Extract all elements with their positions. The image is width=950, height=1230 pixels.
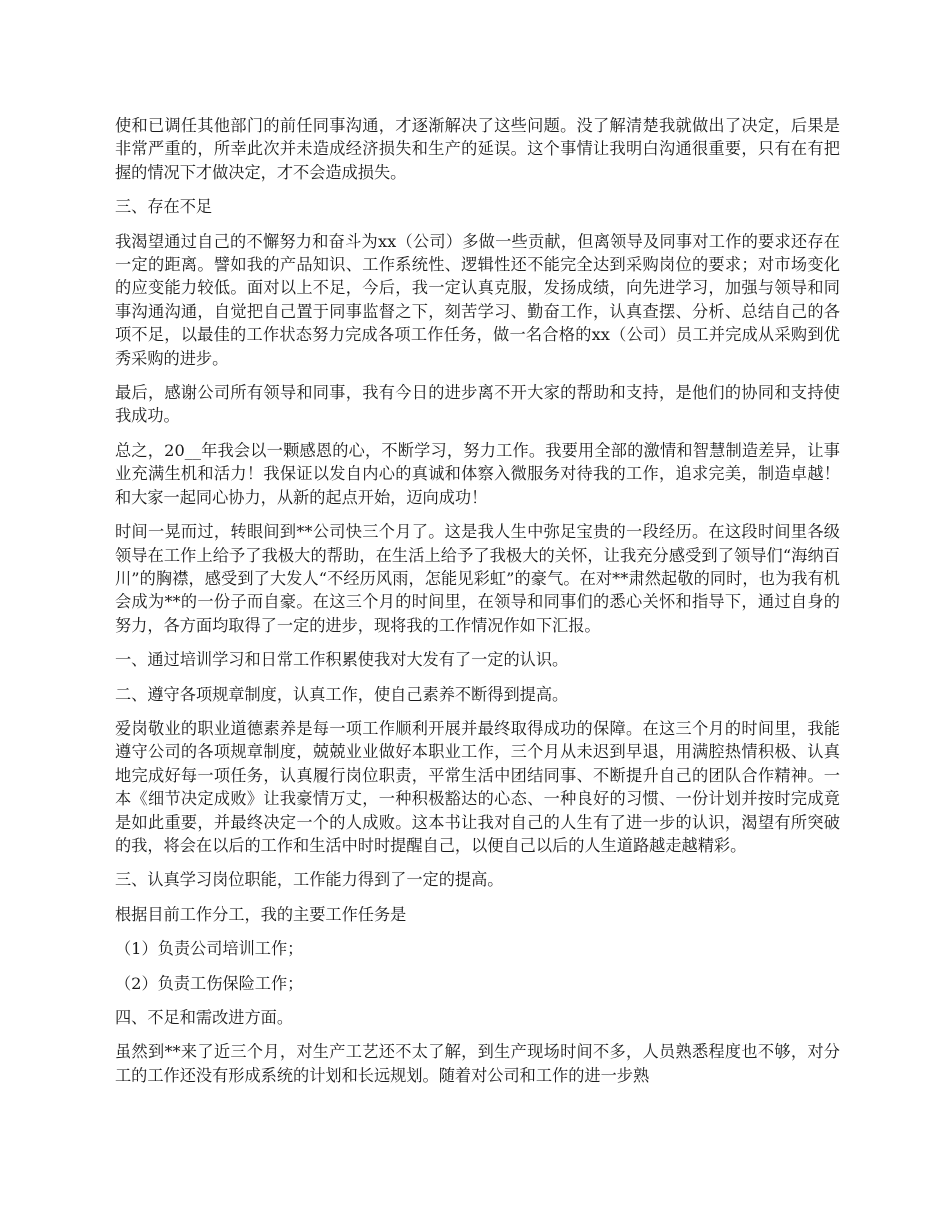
paragraph-shortcomings: 我渴望通过自己的不懈努力和奋斗为xx（公司）多做一些贡献，但离领导及同事对工作的要求还存在一定的距离。譬如我的产品知识、工作系统性、逻辑性还不能完全达到采购岗位的要求；对市场变化的应变能力较低。面对以上不足，今后，我一定认真克服，发扬成绩，向先进学习，加强与领导和同事沟通沟通，自觉把自己置于同事监督之下，刻苦学习、勤奋工作，认真查摆、分析、总结自己的各项不足，以最佳的工作状态努力完成各项工作任务，做一名合格的xx（公司）员工并完成从采购到优秀采购的进步。 xyxy=(115,231,840,368)
heading-job-functions: 三、认真学习岗位职能，工作能力得到了一定的提高。 xyxy=(115,870,504,890)
heading-rules: 二、遵守各项规章制度，认真工作，使自己素养不断得到提高。 xyxy=(115,684,569,704)
heading-training: 一、通过培训学习和日常工作积累使我对大发有了一定的认识。 xyxy=(115,650,569,670)
list-item-insurance: （2）负责工伤保险工作； xyxy=(115,973,304,993)
paragraph-dedication: 爱岗敬业的职业道德素养是每一项工作顺利开展并最终取得成功的保障。在这三个月的时间里，我能遵守公司的各项规章制度，兢兢业业做好本职业工作，三个月从未迟到早退，用满腔热情积极、认真地完成好每一项任务，认真履行岗位职责，平常生活中团结同事、不断提升自己的团队合作精神。一本《细节决定成败》让我豪情万丈，一种积极豁达的心态、一种良好的习惯、一份计划并按时完成竟是如此重要，并最终决定一个的人成败。这本书让我对自己的人生有了进一步的认识，渴望有所突破的我，将会在以后的工作和生活中时时提醒自己，以便自己以后的人生道路越走越精彩。 xyxy=(115,718,840,855)
list-item-training: （1）负责公司培训工作； xyxy=(115,939,304,959)
paragraph-improvements: 虽然到**来了近三个月，对生产工艺还不太了解，到生产现场时间不多，人员熟悉程度也不够，对分工的工作还没有形成系统的计划和长远规划。随着对公司和工作的进一步熟 xyxy=(115,1042,840,1085)
paragraph-communication-lesson: 使和已调任其他部门的前任同事沟通，才逐渐解决了这些问题。没了解清楚我就做出了决定，后果是非常严重的，所幸此次并未造成经济损失和生产的延误。这个事情让我明白沟通很重要，只有在有把握的情况下才做决定，才不会造成损失。 xyxy=(115,116,840,182)
paragraph-three-months: 时间一晃而过，转眼间到**公司快三个月了。这是我人生中弥足宝贵的一段经历。在这段时间里各级领导在工作上给予了我极大的帮助，在生活上给予了我极大的关怀，让我充分感受到了领导们“海纳百川”的胸襟，感受到了大发人“不经历风雨，怎能见彩虹”的豪气。在对**肃然起敬的同时，也为我有机会成为**的一份子而自豪。在这三个月的时间里，在领导和同事们的悉心关怀和指导下，通过自身的努力，各方面均取得了一定的进步，现将我的工作情况作如下汇报。 xyxy=(115,522,840,635)
paragraph-summary: 总之，20__年我会以一颗感恩的心，不断学习，努力工作。我要用全部的激情和智慧制造差异，让事业充满生机和活力！我保证以发自内心的真诚和体察入微服务对待我的工作，追求完美，制造卓越！和大家一起同心协力，从新的起点开始，迈向成功！ xyxy=(115,440,840,507)
paragraph-tasks-intro: 根据目前工作分工，我的主要工作任务是 xyxy=(115,904,407,924)
heading-improvements: 四、不足和需改进方面。 xyxy=(115,1008,294,1027)
document-body xyxy=(115,114,840,1098)
heading-shortcomings: 三、存在不足 xyxy=(115,197,213,217)
paragraph-thanks: 最后，感谢公司所有领导和同事，我有今日的进步离不开大家的帮助和支持，是他们的协同和支持使我成功。 xyxy=(115,383,840,426)
